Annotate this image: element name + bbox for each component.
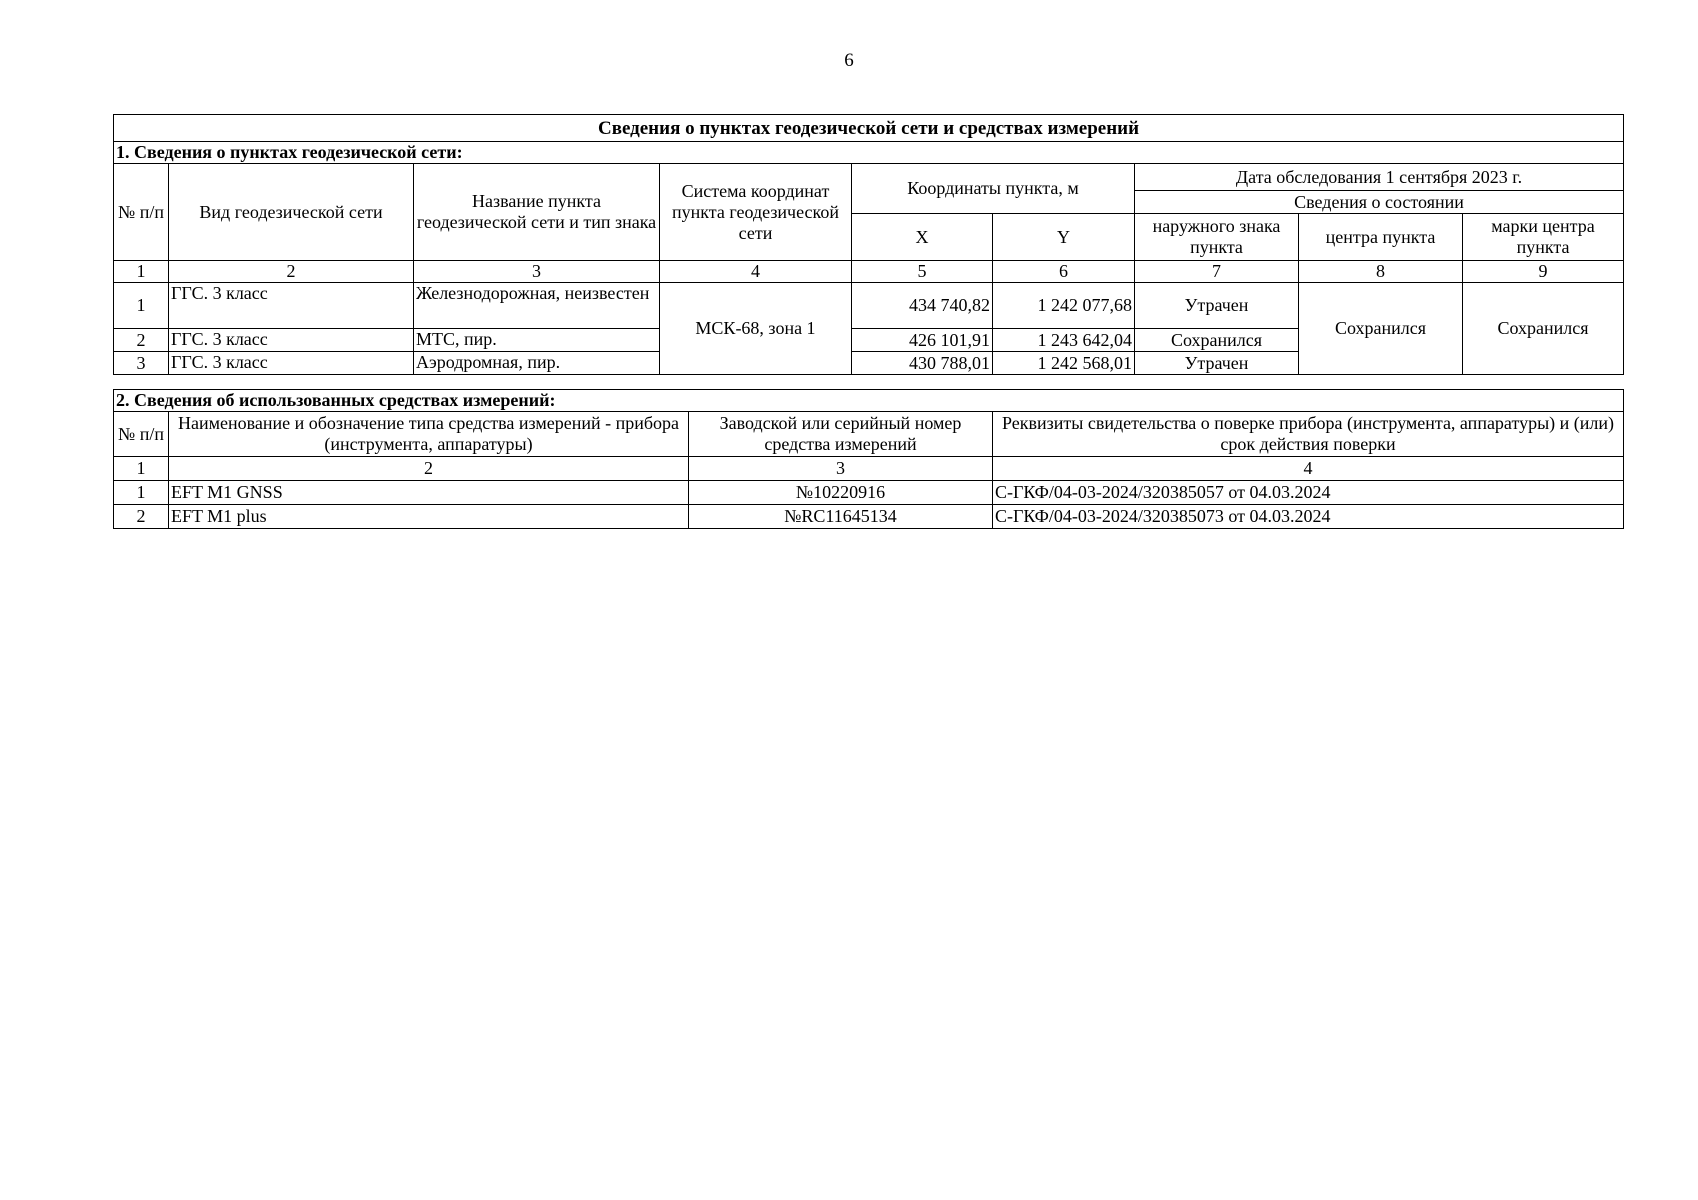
row-y: 1 242 077,68 [993, 283, 1135, 329]
row-outer-sign: Утрачен [1135, 283, 1299, 329]
section2-title: 2. Сведения об использованных средствах измерений: [114, 390, 1624, 412]
header-survey-date: Дата обследования 1 сентября 2023 г. [1135, 164, 1624, 191]
header-point-name: Название пункта геодезической сети и тип знака [414, 164, 660, 261]
col-number: 2 [169, 457, 689, 481]
header-coords: Координаты пункта, м [852, 164, 1135, 214]
col-number: 8 [1299, 261, 1463, 283]
row-outer-sign: Утрачен [1135, 352, 1299, 375]
col-number: 2 [169, 261, 414, 283]
table-row [114, 481, 1624, 505]
row-y: 1 243 642,04 [993, 329, 1135, 352]
row-point-name: Железнодорожная, неизвестен [414, 283, 660, 329]
row-num: 1 [114, 481, 169, 505]
row-network-type: ГГС. 3 класс [169, 329, 414, 352]
header-condition: Сведения о состоянии [1135, 191, 1624, 214]
header-num: № п/п [114, 164, 169, 261]
row-serial: №RC11645134 [689, 505, 993, 529]
row-num: 2 [114, 505, 169, 529]
col-number: 3 [414, 261, 660, 283]
header-num: № п/п [114, 412, 169, 457]
col-number: 3 [689, 457, 993, 481]
row-serial: №10220916 [689, 481, 993, 505]
col-number: 1 [114, 457, 169, 481]
center-mark-value: Сохранился [1463, 283, 1624, 375]
header-outer-sign: наружного знака пункта [1135, 214, 1299, 261]
col-number: 7 [1135, 261, 1299, 283]
row-network-type: ГГС. 3 класс [169, 283, 414, 329]
row-network-type: ГГС. 3 класс [169, 352, 414, 375]
row-y: 1 242 568,01 [993, 352, 1135, 375]
row-point-name: МТС, пир. [414, 329, 660, 352]
col-number: 4 [993, 457, 1624, 481]
row-certificate: С-ГКФ/04-03-2024/320385073 от 04.03.2024 [993, 505, 1624, 529]
header-network-type: Вид геодезической сети [169, 164, 414, 261]
instruments-table [113, 389, 1624, 529]
row-instrument-name: EFT M1 GNSS [169, 481, 689, 505]
header-center-mark: марки центра пункта [1463, 214, 1624, 261]
table-row [114, 505, 1624, 529]
center-value: Сохранился [1299, 283, 1463, 375]
row-instrument-name: EFT M1 plus [169, 505, 689, 529]
document-title: Сведения о пунктах геодезической сети и средствах измерений [114, 115, 1624, 142]
header-center: центра пункта [1299, 214, 1463, 261]
col-number: 4 [660, 261, 852, 283]
geodetic-points-table [113, 114, 1624, 375]
row-x: 430 788,01 [852, 352, 993, 375]
row-x: 434 740,82 [852, 283, 993, 329]
header-instrument-name: Наименование и обозначение типа средства измерений - прибора (инструмента, аппаратуры) [169, 412, 689, 457]
header-certificate: Реквизиты свидетельства о поверке прибора (инструмента, аппаратуры) и (или) срок действия поверки [993, 412, 1624, 457]
row-num: 1 [114, 283, 169, 329]
section1-title: 1. Сведения о пунктах геодезической сети: [114, 142, 1624, 164]
header-x: X [852, 214, 993, 261]
col-number: 6 [993, 261, 1135, 283]
header-y: Y [993, 214, 1135, 261]
table-row [114, 283, 1624, 329]
header-coord-system: Система координат пункта геодезической сети [660, 164, 852, 261]
coord-system-value: МСК-68, зона 1 [660, 283, 852, 375]
row-certificate: С-ГКФ/04-03-2024/320385057 от 04.03.2024 [993, 481, 1624, 505]
row-num: 2 [114, 329, 169, 352]
header-serial: Заводской или серийный номер средства измерений [689, 412, 993, 457]
col-number: 1 [114, 261, 169, 283]
row-num: 3 [114, 352, 169, 375]
page-number: 6 [844, 50, 854, 71]
col-number: 5 [852, 261, 993, 283]
row-point-name: Аэродромная, пир. [414, 352, 660, 375]
row-outer-sign: Сохранился [1135, 329, 1299, 352]
col-number: 9 [1463, 261, 1624, 283]
row-x: 426 101,91 [852, 329, 993, 352]
